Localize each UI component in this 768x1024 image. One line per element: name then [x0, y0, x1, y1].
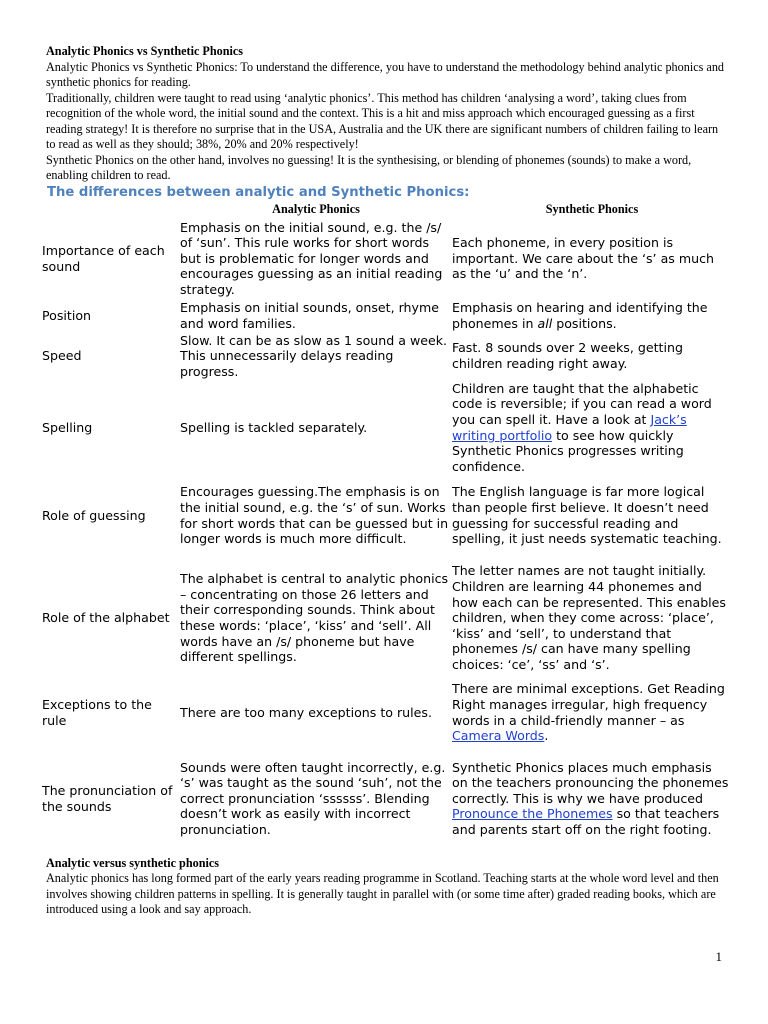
row-label: Spelling — [42, 419, 93, 435]
synthetic-cell — [452, 681, 732, 745]
table-row — [42, 556, 732, 681]
versus-title: Analytic versus synthetic phonics — [46, 855, 220, 870]
synthetic-cell: Fast. 8 sounds over 2 weeks, getting children reading right away. — [452, 340, 683, 371]
synthetic-text: positions. — [552, 315, 617, 331]
synthetic-cell — [452, 745, 732, 853]
table-row — [42, 219, 732, 299]
header-analytic: Analytic Phonics — [272, 201, 360, 216]
table-row — [42, 745, 732, 853]
synthetic-text: to see how quickly Synthetic Phonics progresses writing confidence. — [452, 427, 684, 474]
table-row — [42, 380, 732, 476]
row-label: Position — [42, 307, 92, 323]
synthetic-text: Children are taught that the alphabetic code is reversible; if you can read a word you can spell it. Have a look at — [452, 380, 712, 427]
analytic-cell: Emphasis on initial sounds, onset, rhyme and word families. — [180, 299, 440, 331]
synthetic-cell: The English language is far more logical than people first believe. It doesn’t need guessing for successful reading and spelling, it just needs systematic teaching. — [452, 484, 722, 547]
intro-paragraph-1: Analytic Phonics vs Synthetic Phonics: To understand the difference, you have to understand the methodology behind analytic phonics and synthetic phonics for reading. — [46, 59, 725, 89]
analytic-cell: Slow. It can be as slow as 1 sound a week. This unnecessarily delays reading progress. — [180, 332, 448, 379]
page-number: 1 — [715, 949, 722, 964]
comparison-table — [42, 201, 732, 853]
header-blank — [42, 201, 180, 219]
synthetic-emphasis: all — [537, 315, 553, 331]
row-label: Importance of each sound — [42, 242, 165, 274]
row-label: Role of the alphabet — [42, 610, 170, 626]
synthetic-cell — [452, 299, 732, 333]
analytic-cell: Encourages guessing.The emphasis is on the initial sound, e.g. the ‘s’ of sun. Works for short words that can be guessed but in longer words is much more difficult. — [180, 484, 449, 547]
synthetic-cell — [452, 380, 732, 476]
pronounce-the-phonemes-link[interactable]: Pronounce the Phonemes — [452, 806, 613, 822]
header-synthetic: Synthetic Phonics — [545, 201, 639, 216]
synthetic-cell: Each phoneme, in every position is important. We care about the ‘s’ as much as the ‘u’ and the ‘n’. — [452, 235, 715, 282]
synthetic-text: so that teachers and parents start off on the right footing. — [452, 806, 720, 837]
analytic-cell: Emphasis on the initial sound, e.g. the /s/ of ‘sun’. This rule works for short words but is problematic for longer words and encourages guessing as an initial reading strategy. — [180, 219, 443, 297]
row-label: Speed — [42, 348, 82, 364]
table-row — [42, 299, 732, 333]
analytic-cell: Sounds were often taught incorrectly, e.g. ‘s’ was taught as the sound ‘suh’, not the correct pronunciation ‘ssssss’. Blending doesn’t work as easily with incorrect pronunciation. — [180, 759, 446, 837]
row-label: Exceptions to the rule — [42, 696, 152, 728]
synthetic-text: Emphasis on hearing and identifying the phonemes in — [452, 299, 708, 331]
table-row — [42, 476, 732, 556]
row-label: Role of guessing — [42, 507, 146, 523]
intro-paragraph-2: Traditionally, children were taught to read using ‘analytic phonics’. This method has children ‘analysing a word’, taking clues from recognition of the whole word, the initial sound and the context. This is a hit and miss approach which encouraged guessing as a first reading strategy! It is therefore no surprise that in the USA, Australia and the UK there are significant numbers of children failing to learn to read as well as they should; 38%, 20% and 20% respectively! — [46, 90, 719, 151]
analytic-cell: The alphabet is central to analytic phonics – concentrating on those 26 letters and their corresponding sounds. Think about these words: ‘place’, ‘kiss’ and ‘sell’. All words have an /s/ phoneme but have different spellings. — [180, 571, 449, 665]
synthetic-cell: The letter names are not taught initially. Children are learning 44 phonemes and how each can be represented. This enables children, when they come across: ‘place’, ‘kiss’ and ‘sell’, to understand that phonemes /s/ can have many spelling choices: ‘ce’, ‘ss’ and ‘s’. — [452, 563, 726, 672]
synthetic-text: There are minimal exceptions. Get Reading Right manages irregular, high frequency words in a child-friendly manner – as — [452, 681, 725, 728]
table-row — [42, 333, 732, 380]
table-row — [42, 681, 732, 745]
differences-heading: The differences between analytic and Synthetic Phonics: — [47, 184, 470, 200]
table-header-row — [42, 201, 732, 219]
analytic-cell: Spelling is tackled separately. — [180, 419, 368, 435]
synthetic-text: Synthetic Phonics places much emphasis on the teachers pronouncing the phonemes correctly. This is why we have produced — [452, 759, 729, 806]
jacks-writing-portfolio-link[interactable]: Jack’s writing portfolio — [452, 411, 687, 443]
intro-title: Analytic Phonics vs Synthetic Phonics — [46, 44, 244, 58]
analytic-cell: There are too many exceptions to rules. — [180, 704, 432, 720]
versus-paragraph: Analytic phonics has long formed part of the early years reading programme in Scotland. Teaching starts at the whole word level and then involves showing children patterns in spelling. It is generally taught in parallel with (or some time after) graded reading books, which are introduced using a look and say approach. — [46, 871, 719, 916]
intro-paragraph-3: Synthetic Phonics on the other hand, involves no guessing! It is the synthesising, or blending of phonemes (sounds) to make a word, enabling children to read. — [46, 152, 692, 182]
document-page — [42, 44, 729, 918]
synthetic-text: . — [544, 728, 549, 744]
camera-words-link[interactable]: Camera Words — [452, 728, 545, 744]
row-label: The pronunciation of the sounds — [42, 782, 173, 814]
